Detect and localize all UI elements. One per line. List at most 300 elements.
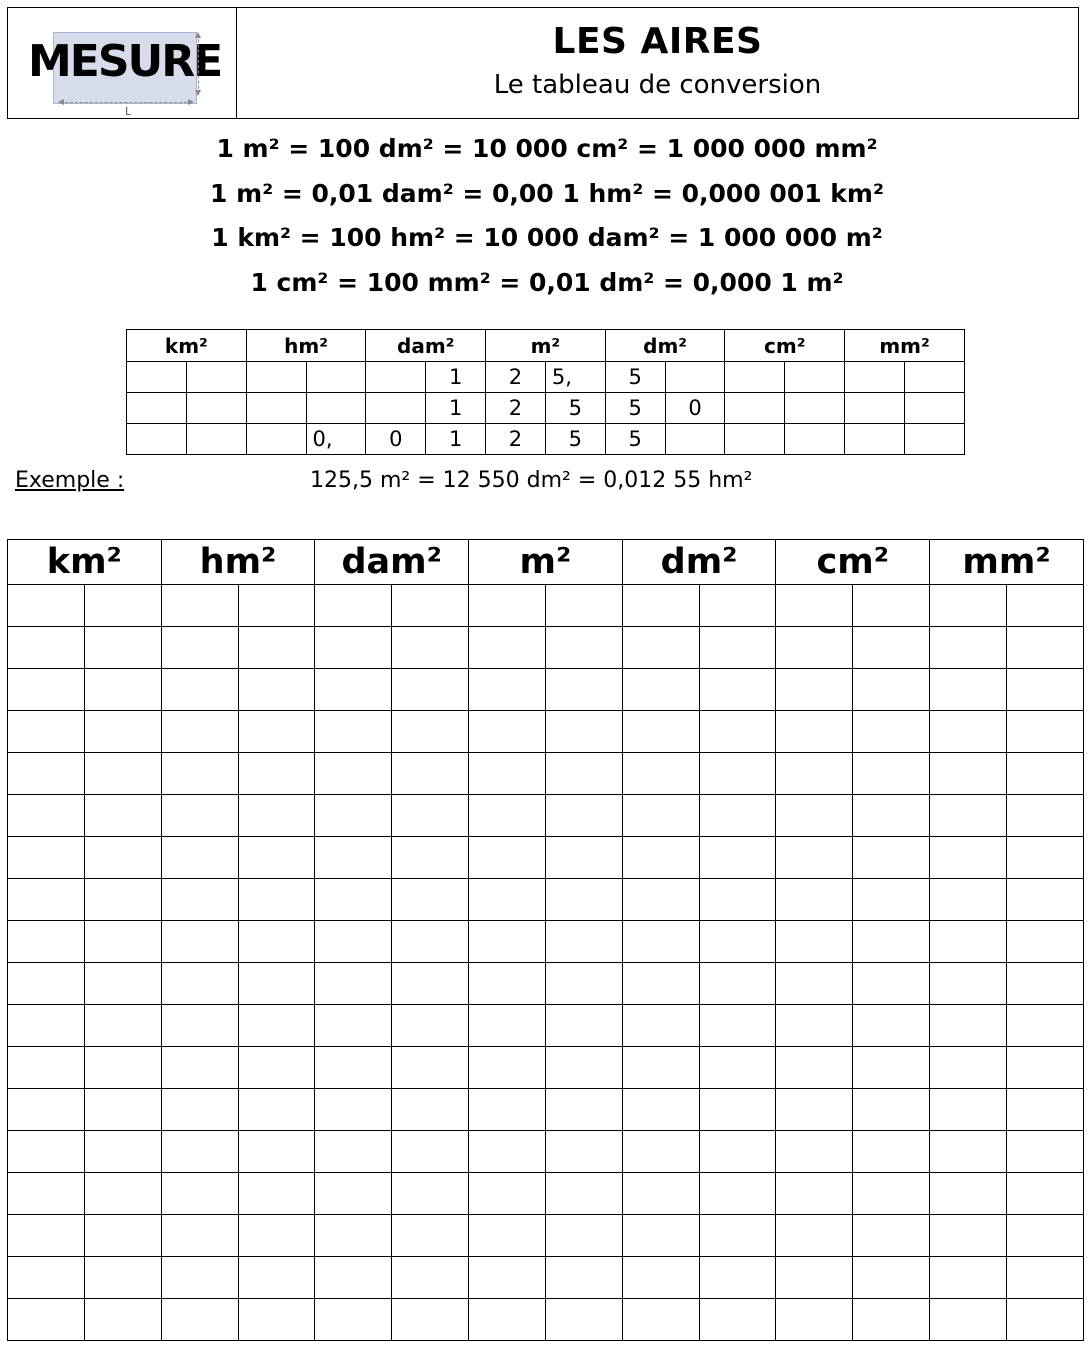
- blank-cell[interactable]: [776, 795, 853, 837]
- blank-cell[interactable]: [469, 879, 546, 921]
- blank-cell[interactable]: [8, 1299, 85, 1341]
- blank-cell[interactable]: [315, 1215, 392, 1257]
- blank-cell[interactable]: [392, 1173, 469, 1215]
- blank-cell[interactable]: [1006, 1257, 1083, 1299]
- blank-cell[interactable]: [315, 1173, 392, 1215]
- blank-cell[interactable]: [161, 1257, 238, 1299]
- table-cell: 5: [545, 393, 605, 424]
- blank-cell[interactable]: [1006, 585, 1083, 627]
- blank-cell[interactable]: [161, 753, 238, 795]
- height-arrow-icon: [198, 34, 199, 94]
- blank-cell[interactable]: [622, 669, 699, 711]
- blank-cell[interactable]: [238, 1131, 315, 1173]
- blank-cell[interactable]: [392, 879, 469, 921]
- blank-cell[interactable]: [238, 1005, 315, 1047]
- table-cell: [725, 393, 785, 424]
- blank-cell[interactable]: [545, 1047, 622, 1089]
- blank-cell[interactable]: [776, 1299, 853, 1341]
- blank-cell[interactable]: [84, 921, 161, 963]
- blank-cell[interactable]: [622, 837, 699, 879]
- table-cell: [665, 424, 725, 455]
- blank-cell[interactable]: [469, 1215, 546, 1257]
- blank-cell[interactable]: [930, 879, 1007, 921]
- blank-cell[interactable]: [776, 921, 853, 963]
- blank-cell[interactable]: [161, 1005, 238, 1047]
- blank-cell[interactable]: [8, 1089, 85, 1131]
- blank-cell[interactable]: [8, 1047, 85, 1089]
- blank-cell[interactable]: [315, 711, 392, 753]
- blank-cell[interactable]: [853, 1215, 930, 1257]
- blank-cell[interactable]: [238, 795, 315, 837]
- blank-cell[interactable]: [315, 1047, 392, 1089]
- blank-cell[interactable]: [84, 837, 161, 879]
- blank-cell[interactable]: [1006, 711, 1083, 753]
- blank-cell[interactable]: [469, 1005, 546, 1047]
- table-cell: [904, 424, 964, 455]
- blank-cell[interactable]: [699, 1215, 776, 1257]
- blank-cell[interactable]: [622, 1131, 699, 1173]
- blank-cell[interactable]: [161, 669, 238, 711]
- blank-cell[interactable]: [776, 1173, 853, 1215]
- blank-cell[interactable]: [545, 1257, 622, 1299]
- blank-cell[interactable]: [545, 837, 622, 879]
- blank-cell[interactable]: [315, 1005, 392, 1047]
- blank-cell[interactable]: [1006, 963, 1083, 1005]
- table-row: [127, 424, 965, 455]
- blank-cell[interactable]: [161, 795, 238, 837]
- blank-cell[interactable]: [392, 1215, 469, 1257]
- blank-cell[interactable]: [930, 1173, 1007, 1215]
- blank-cell[interactable]: [8, 1005, 85, 1047]
- blank-cell[interactable]: [1006, 837, 1083, 879]
- table-cell: [127, 393, 187, 424]
- blank-cell[interactable]: [622, 1005, 699, 1047]
- blank-cell[interactable]: [315, 795, 392, 837]
- blank-cell[interactable]: [776, 879, 853, 921]
- blank-cell[interactable]: [853, 1299, 930, 1341]
- blank-cell[interactable]: [8, 879, 85, 921]
- blank-cell[interactable]: [84, 1215, 161, 1257]
- blank-cell[interactable]: [84, 963, 161, 1005]
- unit-header: hm²: [161, 540, 315, 585]
- blank-cell[interactable]: [776, 1131, 853, 1173]
- blank-cell[interactable]: [545, 585, 622, 627]
- blank-cell[interactable]: [776, 1005, 853, 1047]
- blank-cell[interactable]: [930, 1047, 1007, 1089]
- blank-cell[interactable]: [8, 753, 85, 795]
- blank-cell[interactable]: [84, 1089, 161, 1131]
- table-cell: [306, 362, 366, 393]
- table-cell: [845, 424, 905, 455]
- blank-cell[interactable]: [161, 921, 238, 963]
- blank-cell[interactable]: [776, 1257, 853, 1299]
- blank-cell[interactable]: [1006, 921, 1083, 963]
- table-row: [8, 879, 1084, 921]
- blank-cell[interactable]: [699, 1047, 776, 1089]
- blank-cell[interactable]: [930, 1215, 1007, 1257]
- blank-cell[interactable]: [161, 1173, 238, 1215]
- blank-cell[interactable]: [545, 879, 622, 921]
- blank-cell[interactable]: [392, 795, 469, 837]
- blank-cell[interactable]: [776, 1047, 853, 1089]
- blank-cell[interactable]: [853, 1047, 930, 1089]
- blank-cell[interactable]: [8, 1257, 85, 1299]
- blank-cell[interactable]: [238, 963, 315, 1005]
- blank-cell[interactable]: [699, 879, 776, 921]
- blank-cell[interactable]: [545, 963, 622, 1005]
- table-cell: [904, 393, 964, 424]
- blank-cell[interactable]: [469, 795, 546, 837]
- blank-cell[interactable]: [622, 1173, 699, 1215]
- blank-cell[interactable]: [392, 669, 469, 711]
- table-cell: 0: [366, 424, 426, 455]
- blank-cell[interactable]: [469, 627, 546, 669]
- blank-cell[interactable]: [853, 1131, 930, 1173]
- blank-cell[interactable]: [392, 1131, 469, 1173]
- blank-cell[interactable]: [622, 1299, 699, 1341]
- table-cell: 2: [486, 424, 546, 455]
- formula-line: 1 cm² = 100 mm² = 0,01 dm² = 0,000 1 m²: [250, 268, 844, 298]
- blank-cell[interactable]: [8, 627, 85, 669]
- blank-cell[interactable]: [699, 1173, 776, 1215]
- blank-cell[interactable]: [699, 627, 776, 669]
- blank-cell[interactable]: [853, 879, 930, 921]
- unit-header: km²: [127, 330, 247, 362]
- blank-cell[interactable]: [315, 1257, 392, 1299]
- blank-cell[interactable]: [699, 1257, 776, 1299]
- blank-cell[interactable]: [469, 1257, 546, 1299]
- page-title: LES AIRES: [552, 21, 763, 62]
- blank-cell[interactable]: [930, 1131, 1007, 1173]
- blank-cell[interactable]: [469, 1173, 546, 1215]
- blank-cell[interactable]: [776, 1089, 853, 1131]
- blank-cell[interactable]: [8, 711, 85, 753]
- blank-cell[interactable]: [84, 1299, 161, 1341]
- blank-cell[interactable]: [930, 1005, 1007, 1047]
- blank-cell[interactable]: [699, 921, 776, 963]
- blank-cell[interactable]: [699, 837, 776, 879]
- blank-cell[interactable]: [392, 753, 469, 795]
- blank-cell[interactable]: [545, 1299, 622, 1341]
- table-cell: 5: [605, 424, 665, 455]
- blank-cell[interactable]: [853, 585, 930, 627]
- blank-cell[interactable]: [930, 1257, 1007, 1299]
- blank-cell[interactable]: [161, 585, 238, 627]
- blank-cell[interactable]: [1006, 1215, 1083, 1257]
- unit-header: dm²: [622, 540, 776, 585]
- blank-cell[interactable]: [545, 711, 622, 753]
- blank-cell[interactable]: [84, 1257, 161, 1299]
- blank-cell[interactable]: [315, 963, 392, 1005]
- blank-cell[interactable]: [545, 795, 622, 837]
- unit-header: dm²: [605, 330, 725, 362]
- blank-cell[interactable]: [1006, 795, 1083, 837]
- blank-cell[interactable]: [8, 585, 85, 627]
- blank-cell[interactable]: [238, 627, 315, 669]
- blank-cell[interactable]: [392, 1299, 469, 1341]
- table-cell: 5: [605, 393, 665, 424]
- formula-line: 1 m² = 100 dm² = 10 000 cm² = 1 000 000 mm²: [216, 134, 878, 163]
- blank-cell[interactable]: [8, 1131, 85, 1173]
- blank-cell[interactable]: [469, 711, 546, 753]
- blank-cell[interactable]: [315, 1299, 392, 1341]
- table-cell: [785, 362, 845, 393]
- blank-cell[interactable]: [392, 963, 469, 1005]
- blank-cell[interactable]: [930, 627, 1007, 669]
- blank-cell[interactable]: [238, 753, 315, 795]
- page-subtitle: Le tableau de conversion: [493, 70, 822, 100]
- blank-cell[interactable]: [469, 837, 546, 879]
- blank-cell[interactable]: [238, 1257, 315, 1299]
- blank-cell[interactable]: [930, 669, 1007, 711]
- blank-cell[interactable]: [699, 669, 776, 711]
- blank-cell[interactable]: [1006, 1089, 1083, 1131]
- blank-cell[interactable]: [930, 753, 1007, 795]
- blank-cell[interactable]: [238, 711, 315, 753]
- blank-cell[interactable]: [315, 921, 392, 963]
- blank-cell[interactable]: [315, 585, 392, 627]
- blank-cell[interactable]: [161, 1047, 238, 1089]
- blank-cell[interactable]: [622, 627, 699, 669]
- table-cell: [725, 362, 785, 393]
- blank-cell[interactable]: [392, 585, 469, 627]
- blank-cell[interactable]: [161, 711, 238, 753]
- blank-cell[interactable]: [392, 1047, 469, 1089]
- blank-cell[interactable]: [161, 1089, 238, 1131]
- blank-cell[interactable]: [392, 711, 469, 753]
- blank-cell[interactable]: [469, 1131, 546, 1173]
- blank-cell[interactable]: [238, 1047, 315, 1089]
- table-cell: [186, 393, 246, 424]
- conversion-formulas: [0, 130, 1090, 309]
- blank-cell[interactable]: [622, 711, 699, 753]
- table-cell: 0,: [306, 424, 366, 455]
- blank-cell[interactable]: [469, 669, 546, 711]
- blank-cell[interactable]: [1006, 1131, 1083, 1173]
- blank-cell[interactable]: [930, 921, 1007, 963]
- blank-cell[interactable]: [469, 1299, 546, 1341]
- example-label: Exemple :: [15, 468, 125, 493]
- blank-cell[interactable]: [84, 1005, 161, 1047]
- blank-cell[interactable]: [776, 753, 853, 795]
- worksheet-header: [7, 7, 1079, 119]
- blank-cell[interactable]: [699, 1131, 776, 1173]
- table-row: [8, 669, 1084, 711]
- table-cell: [186, 424, 246, 455]
- blank-cell[interactable]: [84, 753, 161, 795]
- blank-cell[interactable]: [699, 795, 776, 837]
- table-row: [8, 711, 1084, 753]
- blank-cell[interactable]: [853, 795, 930, 837]
- blank-cell[interactable]: [853, 1005, 930, 1047]
- blank-cell[interactable]: [392, 1005, 469, 1047]
- blank-cell[interactable]: [8, 963, 85, 1005]
- blank-cell[interactable]: [8, 1173, 85, 1215]
- blank-cell[interactable]: [930, 711, 1007, 753]
- blank-cell[interactable]: [622, 795, 699, 837]
- blank-cell[interactable]: [238, 1089, 315, 1131]
- table-row: [8, 1089, 1084, 1131]
- blank-cell[interactable]: [161, 1299, 238, 1341]
- blank-cell[interactable]: [392, 921, 469, 963]
- blank-cell[interactable]: [315, 1131, 392, 1173]
- blank-cell[interactable]: [1006, 753, 1083, 795]
- blank-cell[interactable]: [545, 1089, 622, 1131]
- blank-cell[interactable]: [1006, 1005, 1083, 1047]
- blank-cell[interactable]: [469, 753, 546, 795]
- blank-cell[interactable]: [469, 585, 546, 627]
- table-cell: 5,: [545, 362, 605, 393]
- blank-cell[interactable]: [853, 963, 930, 1005]
- blank-cell[interactable]: [853, 1257, 930, 1299]
- blank-cell[interactable]: [161, 1215, 238, 1257]
- blank-cell[interactable]: [1006, 879, 1083, 921]
- blank-cell[interactable]: [699, 711, 776, 753]
- blank-cell[interactable]: [545, 753, 622, 795]
- blank-cell[interactable]: [1006, 1299, 1083, 1341]
- blank-cell[interactable]: [853, 627, 930, 669]
- blank-cell[interactable]: [930, 585, 1007, 627]
- blank-cell[interactable]: [853, 711, 930, 753]
- blank-cell[interactable]: [315, 1089, 392, 1131]
- blank-cell[interactable]: [776, 837, 853, 879]
- blank-cell[interactable]: [776, 963, 853, 1005]
- blank-cell[interactable]: [469, 1047, 546, 1089]
- blank-cell[interactable]: [930, 837, 1007, 879]
- blank-cell[interactable]: [469, 921, 546, 963]
- blank-cell[interactable]: [315, 669, 392, 711]
- blank-cell[interactable]: [776, 669, 853, 711]
- blank-cell[interactable]: [699, 1089, 776, 1131]
- table-row: [8, 1215, 1084, 1257]
- logo-axis-label: L: [125, 105, 132, 118]
- blank-cell[interactable]: [315, 837, 392, 879]
- blank-cell[interactable]: [545, 1215, 622, 1257]
- blank-cell[interactable]: [84, 711, 161, 753]
- blank-cell[interactable]: [622, 1215, 699, 1257]
- blank-cell[interactable]: [1006, 1173, 1083, 1215]
- blank-cell[interactable]: [853, 669, 930, 711]
- blank-cell[interactable]: [853, 753, 930, 795]
- blank-cell[interactable]: [853, 921, 930, 963]
- unit-header: km²: [8, 540, 162, 585]
- blank-cell[interactable]: [622, 1257, 699, 1299]
- blank-cell[interactable]: [84, 627, 161, 669]
- blank-cell[interactable]: [699, 585, 776, 627]
- blank-cell[interactable]: [238, 921, 315, 963]
- blank-cell[interactable]: [776, 1215, 853, 1257]
- blank-cell[interactable]: [545, 1173, 622, 1215]
- table-cell: [186, 362, 246, 393]
- blank-cell[interactable]: [8, 921, 85, 963]
- blank-cell[interactable]: [469, 963, 546, 1005]
- blank-cell[interactable]: [699, 963, 776, 1005]
- blank-cell[interactable]: [545, 669, 622, 711]
- blank-cell[interactable]: [853, 837, 930, 879]
- blank-cell[interactable]: [84, 795, 161, 837]
- blank-cell[interactable]: [622, 921, 699, 963]
- blank-cell[interactable]: [315, 753, 392, 795]
- blank-cell[interactable]: [238, 1173, 315, 1215]
- blank-cell[interactable]: [161, 879, 238, 921]
- table-row: [127, 362, 965, 393]
- blank-cell[interactable]: [161, 963, 238, 1005]
- blank-cell[interactable]: [84, 1173, 161, 1215]
- blank-cell[interactable]: [238, 837, 315, 879]
- blank-cell[interactable]: [622, 879, 699, 921]
- blank-cell[interactable]: [545, 1005, 622, 1047]
- unit-header: m²: [469, 540, 623, 585]
- blank-cell[interactable]: [699, 753, 776, 795]
- blank-cell[interactable]: [84, 1131, 161, 1173]
- blank-cell[interactable]: [545, 627, 622, 669]
- blank-cell[interactable]: [1006, 669, 1083, 711]
- blank-cell[interactable]: [8, 795, 85, 837]
- blank-cell[interactable]: [8, 837, 85, 879]
- blank-cell[interactable]: [622, 963, 699, 1005]
- blank-cell[interactable]: [930, 1089, 1007, 1131]
- title-area: [237, 8, 1078, 118]
- blank-cell[interactable]: [545, 921, 622, 963]
- blank-cell[interactable]: [392, 1257, 469, 1299]
- blank-cell[interactable]: [161, 837, 238, 879]
- blank-cell[interactable]: [84, 585, 161, 627]
- blank-cell[interactable]: [8, 669, 85, 711]
- blank-cell[interactable]: [622, 753, 699, 795]
- table-cell: 1: [426, 362, 486, 393]
- blank-cell[interactable]: [238, 1215, 315, 1257]
- blank-cell[interactable]: [699, 1005, 776, 1047]
- blank-cell[interactable]: [853, 1089, 930, 1131]
- table-cell: [246, 362, 306, 393]
- blank-cell[interactable]: [392, 837, 469, 879]
- table-row: [8, 921, 1084, 963]
- blank-cell[interactable]: [776, 711, 853, 753]
- blank-cell[interactable]: [392, 1089, 469, 1131]
- table-row: [127, 393, 965, 424]
- table-cell: 2: [486, 362, 546, 393]
- blank-cell[interactable]: [622, 585, 699, 627]
- blank-cell[interactable]: [776, 585, 853, 627]
- logo-text: MESURE: [28, 36, 222, 87]
- blank-cell[interactable]: [392, 627, 469, 669]
- blank-cell[interactable]: [469, 1089, 546, 1131]
- blank-cell[interactable]: [1006, 1047, 1083, 1089]
- blank-cell[interactable]: [8, 1215, 85, 1257]
- blank-cell[interactable]: [853, 1173, 930, 1215]
- blank-cell[interactable]: [315, 627, 392, 669]
- blank-cell[interactable]: [930, 963, 1007, 1005]
- blank-cell[interactable]: [545, 1131, 622, 1173]
- blank-cell[interactable]: [930, 795, 1007, 837]
- blank-cell[interactable]: [315, 879, 392, 921]
- blank-cell[interactable]: [84, 669, 161, 711]
- blank-cell[interactable]: [776, 627, 853, 669]
- blank-cell[interactable]: [622, 1089, 699, 1131]
- blank-cell[interactable]: [930, 1299, 1007, 1341]
- blank-cell[interactable]: [238, 585, 315, 627]
- blank-cell[interactable]: [161, 627, 238, 669]
- blank-cell[interactable]: [84, 879, 161, 921]
- blank-cell[interactable]: [238, 669, 315, 711]
- blank-cell[interactable]: [238, 879, 315, 921]
- blank-cell[interactable]: [699, 1299, 776, 1341]
- blank-cell[interactable]: [238, 1299, 315, 1341]
- blank-cell[interactable]: [1006, 627, 1083, 669]
- blank-cell[interactable]: [622, 1047, 699, 1089]
- blank-cell[interactable]: [161, 1131, 238, 1173]
- blank-cell[interactable]: [84, 1047, 161, 1089]
